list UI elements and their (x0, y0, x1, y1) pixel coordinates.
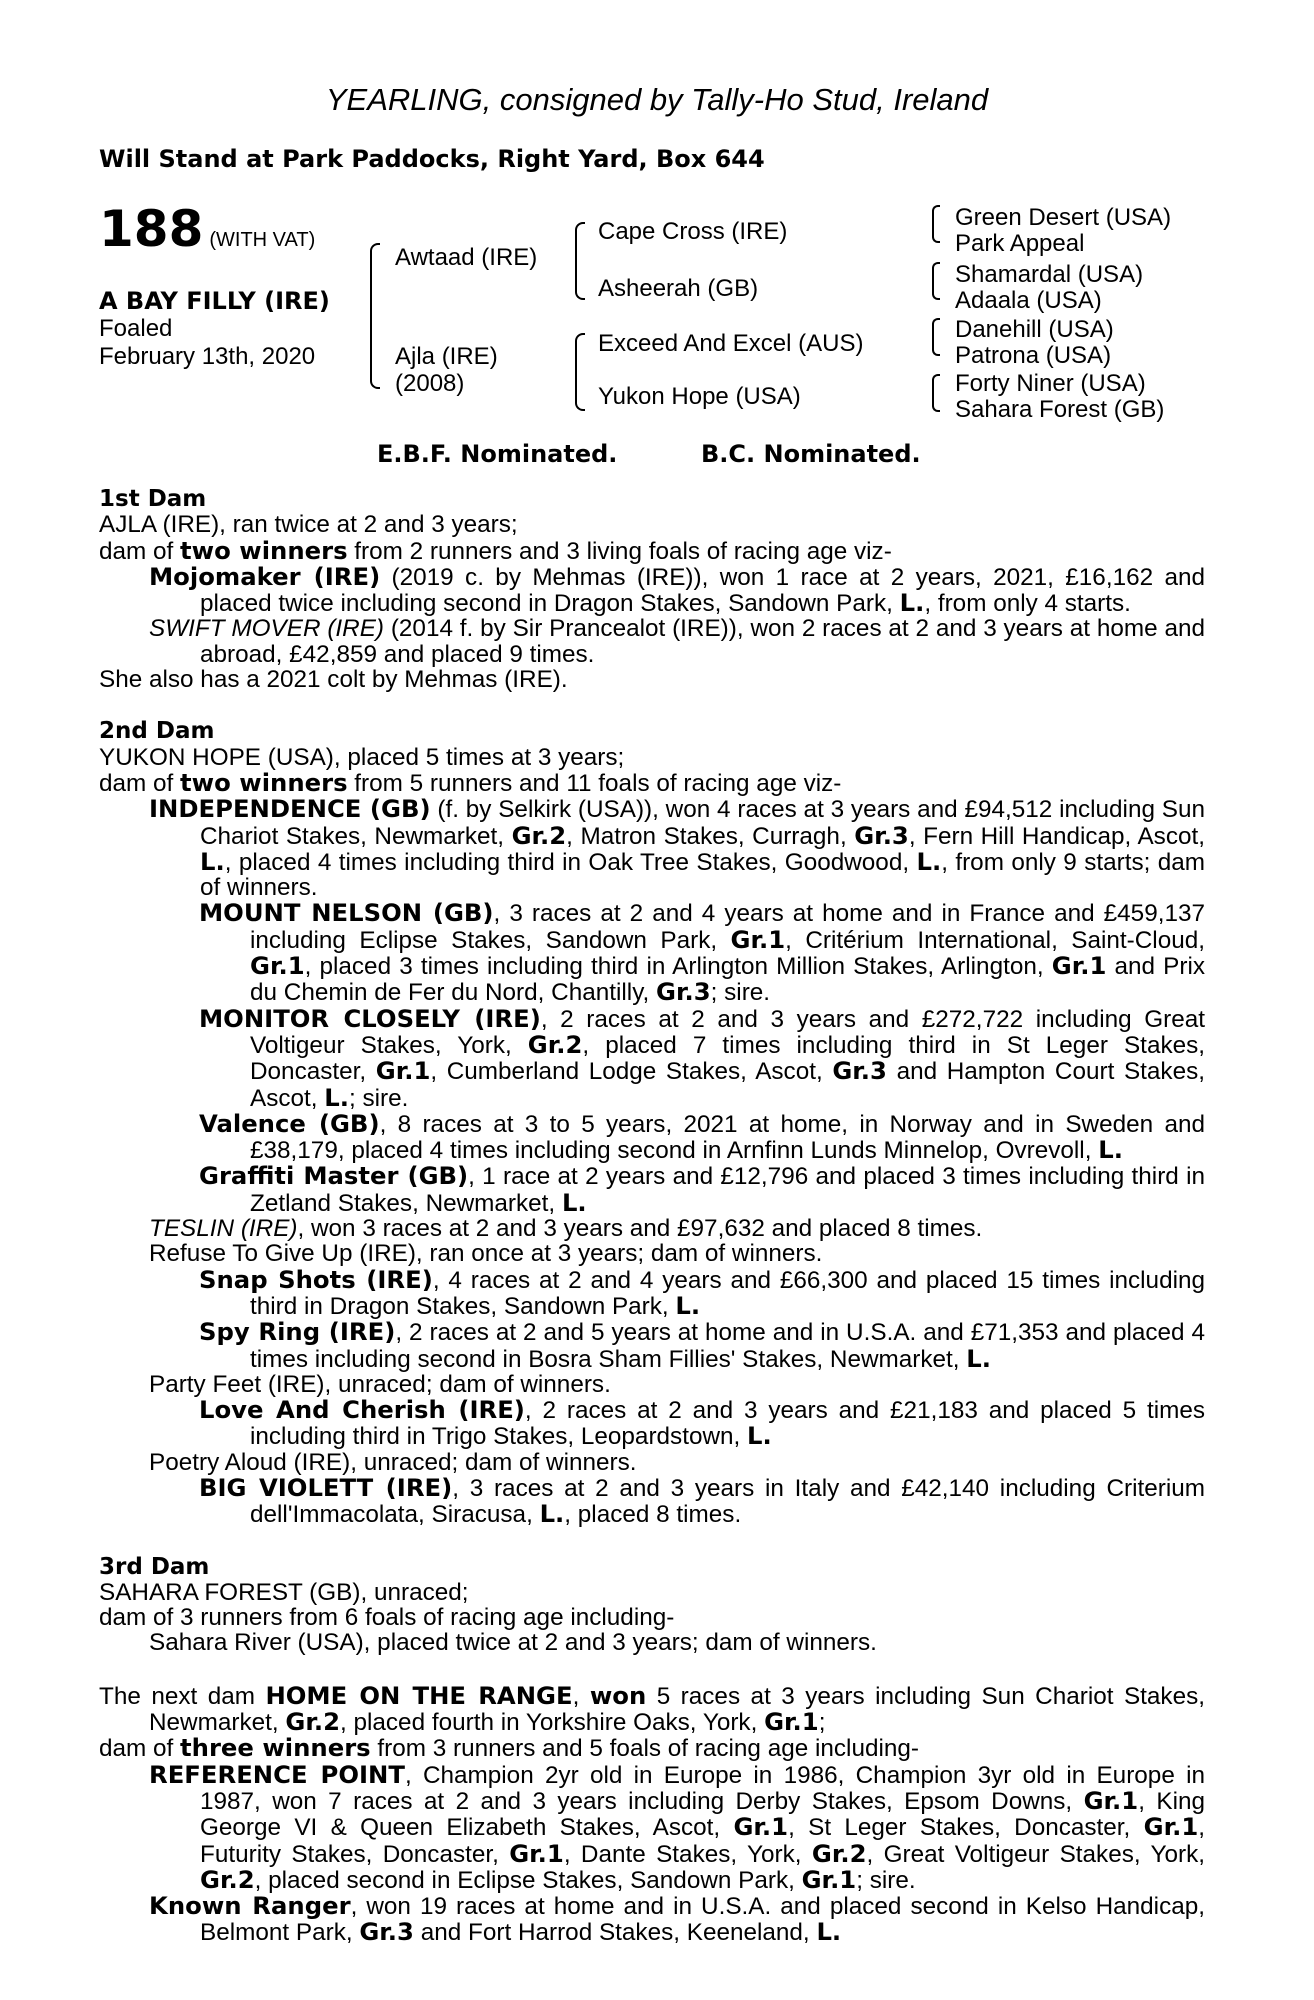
text: YUKON HOPE (USA), placed 5 times at 3 years; (99, 743, 625, 771)
text: dam of 3 runners from 6 foals of racing age including- (99, 1604, 675, 1632)
progeny-entry (99, 1003, 1206, 1112)
bold-text: Gr.2 (811, 1838, 867, 1868)
bold-text: Love And Cherish (IRE) (199, 1395, 525, 1425)
progeny-entry (99, 561, 1206, 618)
bold-text: Gr.3 (359, 1917, 414, 1947)
bc-nomination: B.C. Nominated. (701, 440, 921, 468)
text: ; (818, 1709, 826, 1737)
progeny-entry (99, 1397, 1205, 1450)
bold-text: Gr.1 (730, 924, 786, 954)
brace-g3-3 (932, 318, 940, 356)
progeny-entry (99, 1680, 1205, 1737)
bold-text: Known Ranger (149, 1891, 351, 1921)
bold-text: MONITOR CLOSELY (IRE) (199, 1003, 541, 1033)
progeny-entry (99, 1241, 1205, 1266)
progeny-entry (99, 900, 1205, 1005)
text: , (572, 1682, 590, 1710)
text-line (99, 745, 1205, 770)
progeny-entry (99, 1472, 1205, 1529)
bold-text: Gr.1 (733, 1812, 789, 1842)
text: and Hampton Court Stakes, Ascot, (250, 1058, 1205, 1112)
bold-text: Spy Ring (IRE) (199, 1317, 396, 1347)
brace-g3-4 (932, 374, 940, 412)
text: , placed 4 times including third in Oak Tree Stakes, Goodwood, (224, 848, 917, 876)
text: from 5 runners and 11 foals of racing age viz- (347, 769, 842, 797)
bold-text: Gr.1 (1083, 1785, 1139, 1815)
text: , Futurity Stakes, Doncaster, (200, 1814, 1205, 1868)
page-title: YEARLING, consigned by Tally-Ho Stud, Ireland (325, 82, 989, 117)
bold-text: L. (561, 1187, 587, 1217)
bold-text: L. (966, 1343, 992, 1373)
text: dam of (99, 537, 181, 565)
section-heading: 1st Dam (99, 486, 207, 512)
bold-text: Gr.1 (375, 1056, 431, 1086)
text: (f. by Selkirk (USA)), won 4 races at 3 years and £94,512 including Sun Chariot Stakes, Newmarket, (200, 796, 1205, 850)
text: , 3 races at 2 and 3 years in Italy and £42,140 including Criterium dell'Immacolata, Siracusa, (250, 1474, 1205, 1529)
bold-text: Gr.3 (854, 820, 909, 850)
text: , 4 races at 2 and 4 years and £66,300 and placed 15 times including third in Dragon Stakes, Sandown Park, (250, 1266, 1206, 1320)
text: , from only 9 starts; dam of winners. (200, 848, 1205, 902)
lot-heading (99, 200, 315, 258)
progeny-entry (99, 1108, 1205, 1165)
text-line (99, 1735, 1205, 1761)
text: , Great Voltigeur Stakes, York, (866, 1840, 1206, 1868)
brace-parents (370, 243, 380, 389)
foaled-date: February 13th, 2020 (99, 343, 316, 370)
text: , 1 race at 2 years and £12,796 and placed 3 times including third in Zetland Stakes, Newmarket, (250, 1163, 1206, 1217)
bold-text: L. (200, 846, 225, 876)
bold-text: Valence (GB) (199, 1108, 380, 1138)
progeny-entry (99, 1893, 1205, 1946)
progeny-entry (99, 1372, 1205, 1397)
ebf-nomination: E.B.F. Nominated. (377, 440, 618, 468)
text: AJLA (IRE), ran twice at 2 and 3 years; (99, 511, 518, 539)
progeny-entry (99, 1319, 1205, 1372)
sire: Awtaad (IRE) (395, 244, 538, 271)
text: The next dam (99, 1682, 266, 1710)
bold-text: Gr.1 (801, 1864, 857, 1894)
bold-text: L. (816, 1917, 842, 1947)
text: , placed 8 times. (564, 1501, 742, 1529)
bold-text: L. (1098, 1135, 1123, 1165)
progeny-entry (99, 1163, 1205, 1216)
section-heading: 2nd Dam (99, 718, 215, 745)
bold-text: L. (899, 588, 925, 618)
text: , Champion 2yr old in Europe in 1986, Champion 3yr old in Europe in 1987, won 7 races at 2 and 3 years including Derby Stakes, Epsom Downs, (200, 1761, 1205, 1815)
brace-g3-1 (932, 205, 940, 243)
bold-text: L. (324, 1082, 349, 1112)
text: (2014 f. by Sir Prancealot (IRE)), won 2 races at 2 and 3 years at home and abroad, £42,859 and placed 9 times. (200, 615, 1205, 668)
bold-text: two winners (180, 767, 348, 797)
bold-text: L. (916, 846, 942, 876)
text: , won 3 races at 2 and 3 years and £97,632 and placed 8 times. (297, 1215, 983, 1243)
text: ; sire. (349, 1084, 409, 1112)
text: , St Leger Stakes, Doncaster, (788, 1814, 1144, 1842)
bold-text: Gr.2 (511, 820, 567, 850)
text: , 2 races at 2 and 3 years and £21,183 and placed 5 times including third in Trigo Stakes, Leopardstown, (250, 1397, 1205, 1451)
bold-text: HOME ON THE RANGE (265, 1680, 573, 1710)
progeny-entry (99, 1264, 1206, 1320)
vat-note: (WITH VAT) (209, 229, 316, 251)
text: , 2 races at 2 and 5 years at home and in U.S.A. and £71,353 and placed 4 times including second in Bosra Sham Fillies' Stakes, Newmarket, (250, 1319, 1206, 1373)
text: , 3 races at 2 and 4 years at home and in France and £459,137 including Eclipse Stakes, Sandown Park, (250, 900, 1205, 954)
text: , Dante Stakes, York, (563, 1840, 812, 1868)
brace-dam-parents (575, 333, 585, 411)
dam: Ajla (IRE) (395, 343, 498, 370)
bold-text: L. (747, 1421, 772, 1451)
text: dam of (99, 1735, 181, 1763)
gen3-1: Green Desert (USA) (955, 204, 1172, 231)
text: ; sire. (710, 979, 771, 1007)
bold-text: L. (539, 1499, 565, 1529)
gen3-3: Shamardal (USA) (955, 261, 1144, 288)
bold-text: INDEPENDENCE (GB) (149, 794, 431, 824)
bold-text: won (589, 1680, 647, 1710)
bold-text: Gr.2 (285, 1707, 340, 1737)
gen2-dam-sire: Exceed And Excel (AUS) (598, 330, 864, 357)
text-line (99, 512, 1205, 537)
text: , Fern Hill Handicap, Ascot, (908, 822, 1205, 850)
foaled-label: Foaled (99, 315, 173, 342)
text: , Critérium International, Saint-Cloud, (785, 926, 1205, 954)
text-line (99, 1580, 1205, 1605)
italic-text: TESLIN (IRE) (149, 1215, 298, 1243)
text-line (99, 767, 1205, 797)
bold-text: Graffiti Master (GB) (199, 1161, 469, 1191)
bold-text: MOUNT NELSON (GB) (199, 898, 494, 928)
gen3-8: Sahara Forest (GB) (955, 396, 1165, 423)
text-line (99, 667, 1205, 692)
text: 5 races at 3 years including Sun Chariot Stakes, Newmarket, (149, 1682, 1205, 1737)
catalogue-body (99, 487, 1205, 1946)
text: dam of (99, 769, 181, 797)
text: , placed 7 times including third in St Leger Stakes, Doncaster, (250, 1031, 1206, 1086)
text: Party Feet (IRE), unraced; dam of winners. (149, 1370, 611, 1398)
text: , Matron Stakes, Curragh, (566, 822, 855, 850)
brace-sire-parents (575, 222, 585, 300)
gen2-sire-sire: Cape Cross (IRE) (598, 218, 788, 245)
text: , placed second in Eclipse Stakes, Sandown Park, (254, 1866, 802, 1894)
bold-text: Gr.3 (656, 977, 711, 1007)
progeny-entry (99, 1630, 1205, 1655)
gen2-sire-dam: Asheerah (GB) (598, 275, 759, 302)
lot-description: A BAY FILLY (IRE) (99, 287, 330, 315)
text: , King George VI & Queen Elizabeth Stakes, Ascot, (200, 1787, 1205, 1842)
progeny-entry (99, 796, 1205, 900)
text: ; sire. (856, 1866, 916, 1894)
bold-text: L. (675, 1290, 701, 1320)
bold-text: Gr.2 (527, 1029, 583, 1059)
bold-text: three winners (180, 1733, 371, 1763)
text: Sahara River (USA), placed twice at 2 and 3 years; dam of winners. (149, 1629, 877, 1657)
progeny-entry (99, 1759, 1206, 1894)
gen3-7: Forty Niner (USA) (955, 370, 1146, 397)
section-heading: 3rd Dam (99, 1553, 210, 1580)
text: , placed fourth in Yorkshire Oaks, York, (339, 1709, 765, 1737)
brace-g3-2 (932, 262, 940, 300)
stand-location: Will Stand at Park Paddocks, Right Yard, Box 644 (99, 145, 765, 173)
bold-text: Gr.1 (250, 951, 305, 981)
gen3-2: Park Appeal (955, 230, 1085, 257)
text: , from only 4 starts. (924, 590, 1131, 618)
bold-text: Gr.1 (1051, 951, 1107, 981)
progeny-entry (99, 616, 1205, 667)
text: , 8 races at 3 to 5 years, 2021 at home, in Norway and in Sweden and £38,179, placed 4 times including second in Arnfinn Lunds Minnelop, Ovrevoll, (250, 1110, 1205, 1165)
text: and Fort Harrod Stakes, Keeneland, (413, 1919, 817, 1947)
gen2-dam-dam: Yukon Hope (USA) (598, 383, 801, 410)
text: , placed 3 times including third in Arlington Million Stakes, Arlington, (304, 953, 1052, 981)
progeny-entry (99, 1450, 1205, 1475)
text-line (99, 1605, 1205, 1630)
text: SAHARA FOREST (GB), unraced; (99, 1578, 469, 1606)
text: Refuse To Give Up (IRE), ran once at 3 years; dam of winners. (149, 1240, 823, 1268)
bold-text: Snap Shots (IRE) (199, 1264, 433, 1294)
gen3-6: Patrona (USA) (955, 342, 1112, 369)
bold-text: Gr.1 (509, 1838, 564, 1868)
bold-text: Mojomaker (IRE) (149, 561, 381, 591)
text: from 3 runners and 5 foals of racing age including- (370, 1735, 919, 1763)
text: and Prix du Chemin de Fer du Nord, Chantilly, (250, 953, 1205, 1007)
lot-number: 188 (99, 200, 204, 258)
bold-text: two winners (180, 535, 348, 565)
section-gap (99, 1656, 1205, 1683)
text: , won 19 races at home and in U.S.A. and placed second in Kelso Handicap, Belmont Park, (200, 1893, 1205, 1947)
text: from 2 runners and 3 living foals of racing age viz- (347, 537, 892, 565)
text-line (99, 535, 1205, 565)
bold-text: Gr.2 (200, 1864, 255, 1894)
bold-text: Gr.1 (764, 1707, 819, 1737)
italic-text: SWIFT MOVER (IRE) (149, 615, 384, 643)
section-gap (99, 692, 1205, 719)
text: Poetry Aloud (IRE), unraced; dam of winners. (149, 1448, 637, 1476)
bold-text: BIG VIOLETT (IRE) (199, 1472, 453, 1502)
bold-text: Gr.3 (832, 1056, 887, 1086)
section-gap (99, 1528, 1205, 1555)
gen3-5: Danehill (USA) (955, 316, 1114, 343)
text: She also has a 2021 colt by Mehmas (IRE). (99, 666, 568, 694)
text: , 2 races at 2 and 3 years and £272,722 including Great Voltigeur Stakes, York, (250, 1005, 1205, 1059)
progeny-entry (99, 1216, 1205, 1241)
bold-text: REFERENCE POINT (149, 1759, 405, 1789)
text: , Cumberland Lodge Stakes, Ascot, (430, 1058, 833, 1086)
bold-text: Gr.1 (1143, 1812, 1199, 1842)
gen3-4: Adaala (USA) (955, 287, 1102, 314)
text: (2019 c. by Mehmas (IRE)), won 1 race at 2 years, 2021, £16,162 and placed twice including second in Dragon Stakes, Sandown Park, (200, 563, 1206, 618)
dam-year: (2008) (395, 370, 465, 397)
